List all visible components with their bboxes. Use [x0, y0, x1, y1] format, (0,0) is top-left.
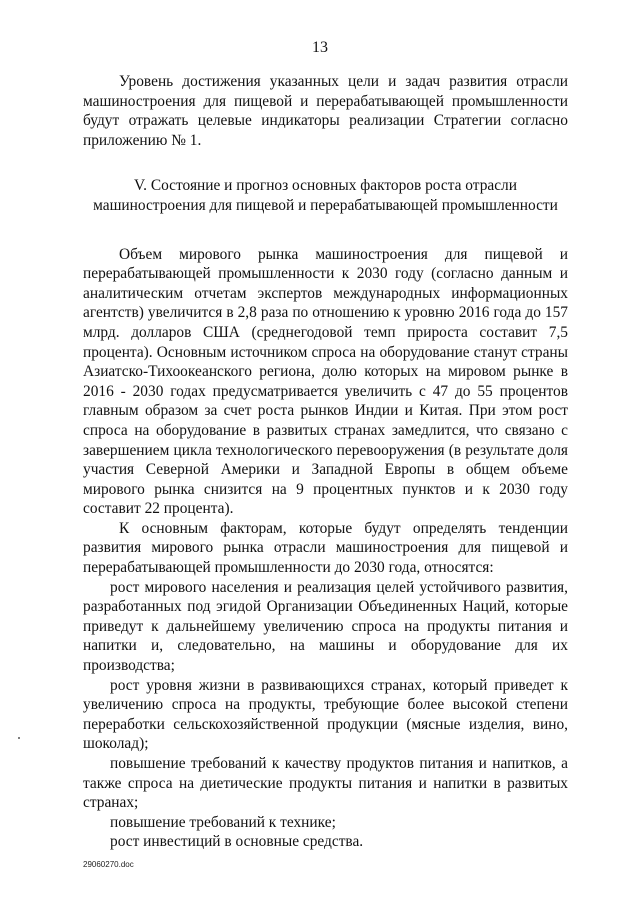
factor-item-investments: рост инвестиций в основные средства.	[110, 833, 364, 851]
section-heading-line-1: V. Состояние и прогноз основных факторов роста отрасли	[134, 177, 517, 195]
factors-intro-paragraph: К основным факторам, которые будут определять тенденции развития мирового рынка отрасли машиностроения для пищевой и перерабатывающей промышленности до 2030 года, относятся:	[83, 519, 568, 577]
factor-item-technology-requirements: повышение требований к технике;	[110, 813, 336, 831]
factor-item-quality-requirements: повышение требований к качеству продуктов питания и напитков, а также спроса на диетические продукты питания и напитки в развитых странах;	[83, 755, 568, 812]
factor-item-population: рост мирового населения и реализация целей устойчивого развития, разработанных под эгидой Организации Объединенных Наций, которые приведут к дальнейшему увеличению спроса на продукты питания и напитки и, следовательно, на машины и оборудование для их производства;	[83, 578, 568, 675]
section-heading	[83, 176, 568, 215]
intro-paragraph: Уровень достижения указанных цели и задач развития отрасли машиностроения для пищевой и перерабатывающей промышленности будут отражать целевые индикаторы реализации Стратегии согласно приложению № 1.	[83, 73, 568, 149]
footer-document-name: 29060270.doc	[83, 860, 134, 869]
market-volume-paragraph: Объем мирового рынка машиностроения для пищевой и перерабатывающей промышленности к 2030 году (согласно данным и аналитическим отчетам экспертов международных информационных агентств) увеличится в 2,8 раза по отношению к уровню 2016 года до 157 млрд. долларов США (среднегодовой темп прироста составит 7,5 процента). Основным источником спроса на оборудование станут страны Азиатско-Тихоокеанского региона, долю которых на мировом рынке в 2016 - 2030 годах предусматривается увеличить с 47 до 55 процентов главным образом за счет роста рынков Индии и Китая. При этом рост спроса на оборудование в развитых странах замедлится, что связано с завершением цикла технологического перевооружения (в результате доля участия Северной Америки и Западной Европы в общем объеме мирового рынка снизится на 9 процентных пунктов и к 2030 году составит 22 процента).	[83, 245, 568, 518]
document-body	[83, 72, 568, 852]
scan-speck	[18, 737, 20, 739]
factor-item-living-standards: рост уровня жизни в развивающихся странах, который приведет к увеличению спроса на продукты, требующие более высокой степени переработки сельскохозяйственной продукции (мясные изделия, вино, шоколад);	[83, 676, 568, 753]
page-number: 13	[312, 39, 328, 56]
section-heading-line-2: машиностроения для пищевой и перерабатывающей промышленности	[93, 196, 558, 214]
